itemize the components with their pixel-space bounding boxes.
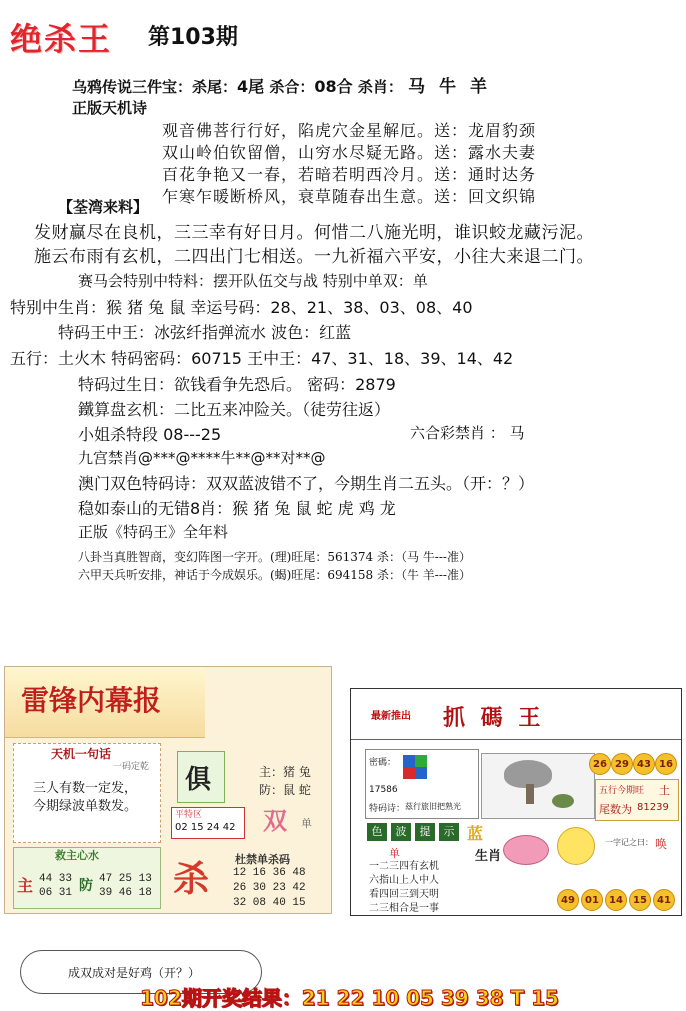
issue-number: 第103期 <box>148 25 238 50</box>
zhuamawang-title: 抓 碼 王 <box>443 705 545 731</box>
seal: 色 <box>367 823 387 841</box>
number-ball: 29 <box>611 753 633 775</box>
result-text: 102期开奖结果：21 22 10 05 39 38 T 15 <box>140 986 559 1010</box>
poem-line: 观音佛菩行行好，陷虎穴金星解厄。送：龙眉豹颈 <box>162 121 537 140</box>
mima-value: 17586 <box>369 785 398 795</box>
platform-numbers: 02 15 24 42 <box>175 822 236 833</box>
jiang-poem-line: 看四回三到天明 <box>369 889 439 900</box>
number-ball: 14 <box>605 889 627 911</box>
tianji-title: 天机一句话 <box>51 747 112 761</box>
fang-numbers: 47 25 13 <box>99 873 152 885</box>
pig-icon <box>503 835 549 865</box>
info-line: 特别中生肖：猴 猪 兔 鼠 幸运号码：28、21、38、03、08、40 <box>10 298 473 317</box>
tag-dan: 单 <box>301 817 312 830</box>
zodiac-main: 主：猪 兔 <box>259 765 311 779</box>
kill-he-label: 杀合： <box>269 78 315 96</box>
side-value: 唤 <box>655 837 668 851</box>
poem-line: 乍寒乍暖断桥风，衰草随春出生意。送：回文织锦 <box>162 187 537 206</box>
sha-numbers: 12 16 36 48 <box>233 867 306 879</box>
cloud-text: 成双成对是好鸡（开？） <box>68 966 201 980</box>
tianji-line: 今期绿波单数发。 <box>33 799 138 814</box>
kill-xiao-label: 杀肖： <box>357 78 403 96</box>
sun-icon <box>557 827 595 865</box>
jiang-poem-line: 二三相合是一事 <box>369 903 439 914</box>
seal: 提 <box>415 823 435 841</box>
tag-shuang: 双 <box>263 807 287 835</box>
single-tag: 单 <box>389 847 400 860</box>
taiwan-line: 施云布雨有玄机，二四出门七相送。一九祈福六平安，小往大来退二门。 <box>34 247 594 267</box>
sha-sub: 杜禁单杀码 <box>235 853 290 866</box>
turtle-icon <box>552 794 574 808</box>
shengxiao-label: 生肖 <box>475 849 502 864</box>
info-line: 九宫禁肖@***@****牛**@**对**@ <box>78 449 326 467</box>
poem-line: 双山岭伯钦留僧，山穷水尽疑无路。送：露水夫妻 <box>162 143 537 162</box>
page-title: 绝杀王 <box>10 20 113 58</box>
bagua-line: 六甲天兵听安排，神话于今成娱乐。(蝎)旺尾：694158 杀：（牛 羊---准） <box>78 568 471 582</box>
zhu-numbers: 44 33 <box>39 873 73 885</box>
sha-numbers: 26 30 23 42 <box>233 882 306 894</box>
fang-label: 防 <box>79 878 93 894</box>
tianji-sub: 一码定乾 <box>113 762 150 772</box>
sha-numbers: 32 08 40 15 <box>233 897 306 909</box>
big-char: 俱 <box>185 765 212 795</box>
tianji-line: 三人有数一定发， <box>33 781 138 796</box>
number-ball: 43 <box>633 753 655 775</box>
taiwan-title: 【荃湾来料】 <box>58 198 149 216</box>
weishu-label: 尾数为 <box>599 803 632 816</box>
three-treasures-label: 乌鸦传说三件宝：杀尾： <box>72 78 238 96</box>
platform-label: 平特区 <box>175 810 203 820</box>
picture-box <box>481 753 595 819</box>
three-treasures-line <box>72 72 491 97</box>
info-line: 五行：土火木 特码密码：60715 王中王：47、31、18、39、14、42 <box>10 349 514 368</box>
seal: 波 <box>391 823 411 841</box>
kill-he: 08合 <box>314 77 353 96</box>
taiwan-line: 发财赢尽在良机，三三幸有好日月。何惜二八施光明，谁识蛟龙藏污泥。 <box>34 223 594 243</box>
info-line: 特码王中王：冰弦纤指弹流水 波色：红蓝 <box>58 323 352 342</box>
jiang-poem-line: 一二三四有玄机 <box>369 861 439 872</box>
info-line: 正版《特码王》全年料 <box>78 523 229 541</box>
info-line: 鐵算盘玄机：二比五来冲险关。（徒劳往返） <box>78 400 391 419</box>
number-ball: 15 <box>629 889 651 911</box>
seal-row <box>367 823 463 843</box>
kill-xiao: 马 牛 羊 <box>408 77 492 97</box>
number-ball: 26 <box>589 753 611 775</box>
number-ball: 49 <box>557 889 579 911</box>
heart-title: 救主心水 <box>55 849 99 862</box>
zhu-label: 主 <box>17 876 34 895</box>
teji-value: 茲行旅旧把熟光 <box>405 802 461 811</box>
zodiac-guard: 防：鼠 蛇 <box>259 783 311 797</box>
new-tag: 最新推出 <box>371 711 411 722</box>
number-ball: 01 <box>581 889 603 911</box>
mima-label: 密碼： <box>369 758 397 768</box>
jiang-poem-line: 六指山上人中人 <box>369 875 439 886</box>
zhuamawang-panel <box>350 688 682 916</box>
poem-line: 百花争艳又一春，若暗若明西冷月。送：通时达务 <box>162 165 537 184</box>
leifeng-panel <box>4 666 332 914</box>
wuxing-value: 土 <box>659 784 670 797</box>
side-label: 一字记之曰： <box>605 838 653 847</box>
poem-title: 正版天机诗 <box>72 99 148 117</box>
wuxing-label: 五行今期旺 <box>599 786 645 796</box>
info-line: 澳门双色特码诗：双双蓝波错不了，今期生肖二五头。（开：？） <box>78 474 535 493</box>
zhu-numbers: 06 31 <box>39 887 73 899</box>
kill-tail: 4尾 <box>237 77 265 96</box>
seal: 示 <box>439 823 459 841</box>
number-ball: 41 <box>653 889 675 911</box>
weishu-value: 81239 <box>637 802 669 813</box>
seal-color: 蓝 <box>467 824 484 843</box>
teji-label: 特码诗： <box>369 804 406 814</box>
bagua-line: 八卦当真胜智商，变幻阵图一字开。(理)旺尾：561374 杀：（马 牛---准） <box>78 550 471 564</box>
leifeng-title: 雷锋内幕报 <box>21 684 162 717</box>
number-ball: 16 <box>655 753 677 775</box>
logo-icon <box>403 755 437 779</box>
info-line: 赛马会特别中特料：摆开队伍交与战 特别中单双：单 <box>78 272 428 290</box>
info-line: 特码过生日：欲钱看争先恐后。 密码：2879 <box>78 375 396 394</box>
liuhe-ban: 六合彩禁肖 ： 马 <box>410 424 525 442</box>
fang-numbers: 39 46 18 <box>99 887 152 899</box>
sha-char: 杀 <box>173 859 210 900</box>
info-line: 小姐杀特段 08---25 <box>78 425 222 444</box>
info-line: 稳如泰山的无错8肖：猴 猪 兔 鼠 蛇 虎 鸡 龙 <box>78 499 396 518</box>
